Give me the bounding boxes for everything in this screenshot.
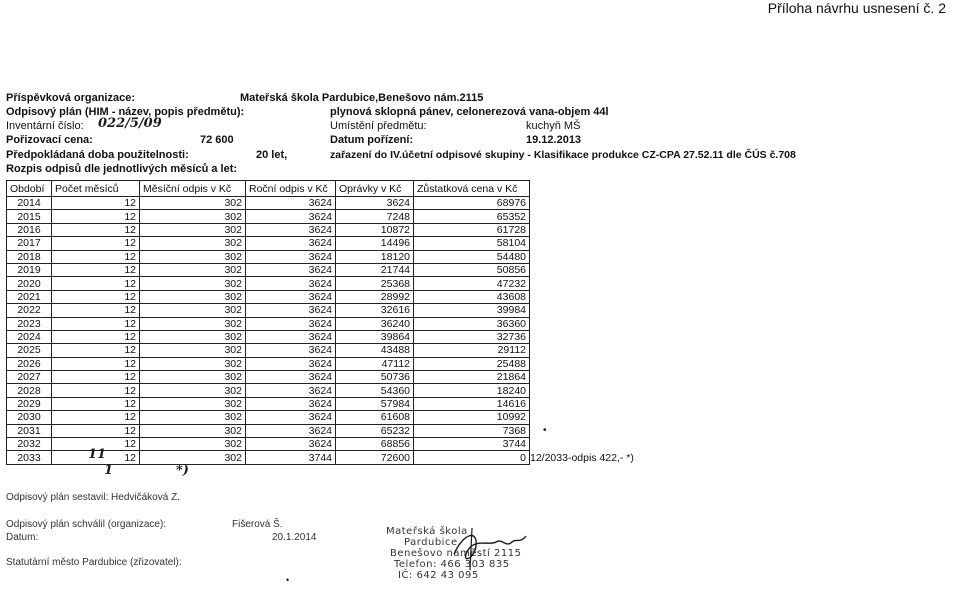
cell-zustatkova-cena: 10992 — [414, 411, 530, 424]
datum-value: 20.1.2014 — [272, 532, 317, 543]
col-header-obdobi: Období — [7, 181, 52, 197]
table-row — [7, 411, 530, 424]
cell-pocet-mesicu: 12 — [52, 330, 140, 343]
cell-rocni-odpis: 3624 — [246, 223, 336, 236]
cell-obdobi: 2019 — [7, 263, 52, 276]
cell-pocet-mesicu: 12 — [52, 263, 140, 276]
life-label: Předpokládaná doba použitelnosti: — [6, 149, 189, 161]
date-value: 19.12.2013 — [526, 134, 582, 146]
cell-mesicni-odpis: 302 — [140, 411, 246, 424]
cell-opravky: 43488 — [336, 344, 414, 357]
cell-obdobi: 2033 — [7, 451, 52, 464]
datum-label: Datum: — [6, 532, 39, 543]
stamp-line-5: IČ: 642 43 095 — [398, 570, 479, 581]
table-row — [7, 344, 530, 357]
col-header-zustatkova-cena: Zůstatková cena v Kč — [414, 181, 530, 197]
handwritten-under-months: 1 — [104, 463, 114, 478]
cell-opravky: 57984 — [336, 397, 414, 410]
cell-zustatkova-cena: 58104 — [414, 237, 530, 250]
cell-opravky: 50736 — [336, 371, 414, 384]
cell-rocni-odpis: 3624 — [246, 330, 336, 343]
classification: zařazení do IV.účetní odpisové skupiny - Klasifikace produkce CZ-CPA 27.52.11 dle ČÚS č.708 — [330, 149, 796, 161]
cell-rocni-odpis: 3624 — [246, 411, 336, 424]
col-header-opravky: Oprávky v Kč — [336, 181, 414, 197]
cell-rocni-odpis: 3624 — [246, 197, 336, 210]
date-label: Datum pořízení: — [330, 134, 414, 146]
cell-pocet-mesicu: 12 — [52, 371, 140, 384]
cell-obdobi: 2016 — [7, 223, 52, 236]
cell-pocet-mesicu: 12 — [52, 223, 140, 236]
cell-mesicni-odpis: 302 — [140, 397, 246, 410]
cell-rocni-odpis: 3624 — [246, 384, 336, 397]
table-header-row — [7, 181, 530, 197]
table-row — [7, 330, 530, 343]
cell-obdobi: 2027 — [7, 371, 52, 384]
table-row — [7, 317, 530, 330]
schvalil-value: Fišerová Š. — [232, 519, 283, 530]
cell-rocni-odpis: 3624 — [246, 250, 336, 263]
table-row — [7, 237, 530, 250]
cell-zustatkova-cena: 36360 — [414, 317, 530, 330]
cell-mesicni-odpis: 302 — [140, 290, 246, 303]
col-header-rocni-odpis: Roční odpis v Kč — [246, 181, 336, 197]
cell-obdobi: 2028 — [7, 384, 52, 397]
cell-obdobi: 2015 — [7, 210, 52, 223]
table-row — [7, 277, 530, 290]
table-row — [7, 438, 530, 451]
cell-mesicni-odpis: 302 — [140, 223, 246, 236]
cell-zustatkova-cena: 32736 — [414, 330, 530, 343]
rozpis-heading: Rozpis odpisů dle jednotlivých měsíců a let: — [6, 163, 238, 175]
cell-opravky: 39864 — [336, 330, 414, 343]
col-header-mesicni-odpis: Měsíční odpis v Kč — [140, 181, 246, 197]
cell-mesicni-odpis: 302 — [140, 344, 246, 357]
cell-zustatkova-cena: 43608 — [414, 290, 530, 303]
cell-obdobi: 2022 — [7, 304, 52, 317]
cell-obdobi: 2031 — [7, 424, 52, 437]
cell-rocni-odpis: 3624 — [246, 317, 336, 330]
cell-mesicni-odpis: 302 — [140, 451, 246, 464]
cell-opravky: 25368 — [336, 277, 414, 290]
cell-mesicni-odpis: 302 — [140, 424, 246, 437]
col-header-pocet-mesicu: Počet měsíců — [52, 181, 140, 197]
cell-zustatkova-cena: 50856 — [414, 263, 530, 276]
cell-zustatkova-cena: 25488 — [414, 357, 530, 370]
cell-obdobi: 2017 — [7, 237, 52, 250]
cell-mesicni-odpis: 302 — [140, 277, 246, 290]
cell-opravky: 28992 — [336, 290, 414, 303]
cell-pocet-mesicu: 12 — [52, 197, 140, 210]
table-row — [7, 451, 530, 464]
table-row — [7, 197, 530, 210]
cell-opravky: 18120 — [336, 250, 414, 263]
cell-rocni-odpis: 3624 — [246, 210, 336, 223]
cell-pocet-mesicu: 12 — [52, 237, 140, 250]
cell-opravky: 10872 — [336, 223, 414, 236]
cell-opravky: 32616 — [336, 304, 414, 317]
footer-dot: • — [286, 575, 290, 585]
cell-mesicni-odpis: 302 — [140, 384, 246, 397]
stamp-line-4: Telefon: 466 303 835 — [394, 559, 510, 570]
cell-zustatkova-cena: 47232 — [414, 277, 530, 290]
cell-opravky: 72600 — [336, 451, 414, 464]
org-label: Příspěvková organizace: — [6, 92, 136, 104]
cell-mesicni-odpis: 302 — [140, 263, 246, 276]
cell-zustatkova-cena: 7368 — [414, 424, 530, 437]
inventory-value: 022/5/09 — [98, 116, 162, 131]
cell-opravky: 47112 — [336, 357, 414, 370]
stamp-line-2: Pardubice, — [404, 537, 462, 548]
cell-opravky: 65232 — [336, 424, 414, 437]
cell-rocni-odpis: 3624 — [246, 344, 336, 357]
location-value: kuchyň MŠ — [526, 120, 581, 132]
bullet-mark: • — [543, 425, 547, 436]
cell-pocet-mesicu: 12 — [52, 451, 140, 464]
cell-mesicni-odpis: 302 — [140, 197, 246, 210]
cell-zustatkova-cena: 18240 — [414, 384, 530, 397]
cell-zustatkova-cena: 3744 — [414, 438, 530, 451]
cell-rocni-odpis: 3624 — [246, 277, 336, 290]
cell-rocni-odpis: 3624 — [246, 263, 336, 276]
cell-opravky: 54360 — [336, 384, 414, 397]
org-value: Mateřská škola Pardubice,Benešovo nám.2115 — [240, 92, 484, 104]
cell-zustatkova-cena: 68976 — [414, 197, 530, 210]
cell-mesicni-odpis: 302 — [140, 304, 246, 317]
price-label: Pořizovací cena: — [6, 134, 93, 146]
table-row — [7, 290, 530, 303]
stamp-line-1: Mateřská škola — [386, 526, 468, 537]
cell-obdobi: 2020 — [7, 277, 52, 290]
cell-pocet-mesicu: 12 — [52, 384, 140, 397]
cell-mesicni-odpis: 302 — [140, 438, 246, 451]
cell-obdobi: 2018 — [7, 250, 52, 263]
cell-obdobi: 2014 — [7, 197, 52, 210]
cell-opravky: 7248 — [336, 210, 414, 223]
plan-label: Odpisový plán (HIM - název, popis předmětu): — [6, 106, 245, 118]
header-note: Příloha návrhu usnesení č. 2 — [767, 0, 946, 16]
handwritten-under-monthly: *) — [176, 463, 189, 478]
cell-obdobi: 2032 — [7, 438, 52, 451]
schvalil-label: Odpisový plán schválil (organizace): — [6, 519, 167, 530]
cell-obdobi: 2030 — [7, 411, 52, 424]
cell-obdobi: 2023 — [7, 317, 52, 330]
cell-pocet-mesicu: 12 — [52, 438, 140, 451]
cell-pocet-mesicu: 12 — [52, 250, 140, 263]
cell-opravky: 14496 — [336, 237, 414, 250]
inventory-label: Inventární číslo: — [6, 120, 84, 132]
cell-zustatkova-cena: 39984 — [414, 304, 530, 317]
sestavil: Odpisový plán sestavil: Hedvičáková Z. — [6, 492, 180, 503]
table-row — [7, 223, 530, 236]
handwritten-months: 11 — [88, 447, 107, 462]
cell-obdobi: 2025 — [7, 344, 52, 357]
cell-rocni-odpis: 3624 — [246, 357, 336, 370]
cell-pocet-mesicu: 12 — [52, 357, 140, 370]
stamp-line-3: Benešovo náměstí 2115 — [390, 548, 522, 559]
table-row — [7, 210, 530, 223]
life-value: 20 let, — [256, 149, 288, 161]
cell-pocet-mesicu: 12 — [52, 397, 140, 410]
cell-mesicni-odpis: 302 — [140, 330, 246, 343]
cell-opravky: 36240 — [336, 317, 414, 330]
cell-pocet-mesicu: 12 — [52, 424, 140, 437]
cell-obdobi: 2021 — [7, 290, 52, 303]
cell-pocet-mesicu: 12 — [52, 317, 140, 330]
cell-rocni-odpis: 3624 — [246, 424, 336, 437]
cell-mesicni-odpis: 302 — [140, 371, 246, 384]
cell-pocet-mesicu: 12 — [52, 344, 140, 357]
cell-mesicni-odpis: 302 — [140, 357, 246, 370]
cell-rocni-odpis: 3624 — [246, 290, 336, 303]
plan-value: plynová sklopná pánev, celonerezová vana-objem 44l — [330, 106, 609, 118]
cell-mesicni-odpis: 302 — [140, 250, 246, 263]
last-row-note: 12/2033-odpis 422,- *) — [530, 452, 634, 464]
cell-rocni-odpis: 3624 — [246, 371, 336, 384]
cell-rocni-odpis: 3624 — [246, 237, 336, 250]
cell-mesicni-odpis: 302 — [140, 210, 246, 223]
table-row — [7, 357, 530, 370]
cell-opravky: 3624 — [336, 197, 414, 210]
cell-zustatkova-cena: 65352 — [414, 210, 530, 223]
table-row — [7, 424, 530, 437]
table-row — [7, 384, 530, 397]
cell-obdobi: 2024 — [7, 330, 52, 343]
cell-pocet-mesicu: 12 — [52, 411, 140, 424]
cell-opravky: 21744 — [336, 263, 414, 276]
cell-obdobi: 2026 — [7, 357, 52, 370]
cell-zustatkova-cena: 14616 — [414, 397, 530, 410]
cell-zustatkova-cena: 54480 — [414, 250, 530, 263]
table-row — [7, 304, 530, 317]
cell-zustatkova-cena: 29112 — [414, 344, 530, 357]
cell-mesicni-odpis: 302 — [140, 237, 246, 250]
cell-mesicni-odpis: 302 — [140, 317, 246, 330]
table-row — [7, 250, 530, 263]
cell-pocet-mesicu: 12 — [52, 210, 140, 223]
cell-pocet-mesicu: 12 — [52, 304, 140, 317]
table-row — [7, 371, 530, 384]
cell-rocni-odpis: 3624 — [246, 438, 336, 451]
cell-zustatkova-cena: 61728 — [414, 223, 530, 236]
depreciation-table — [6, 180, 530, 465]
price-value: 72 600 — [200, 134, 234, 146]
table-row — [7, 263, 530, 276]
cell-zustatkova-cena: 21864 — [414, 371, 530, 384]
cell-rocni-odpis: 3624 — [246, 397, 336, 410]
cell-zustatkova-cena: 0 — [414, 451, 530, 464]
cell-pocet-mesicu: 12 — [52, 277, 140, 290]
cell-rocni-odpis: 3624 — [246, 304, 336, 317]
cell-opravky: 68856 — [336, 438, 414, 451]
cell-obdobi: 2029 — [7, 397, 52, 410]
cell-pocet-mesicu: 12 — [52, 290, 140, 303]
statutar: Statutární město Pardubice (zřizovatel): — [6, 557, 182, 568]
cell-rocni-odpis: 3744 — [246, 451, 336, 464]
signature — [450, 524, 530, 574]
table-row — [7, 397, 530, 410]
cell-opravky: 61608 — [336, 411, 414, 424]
location-label: Umístění předmětu: — [330, 120, 427, 132]
